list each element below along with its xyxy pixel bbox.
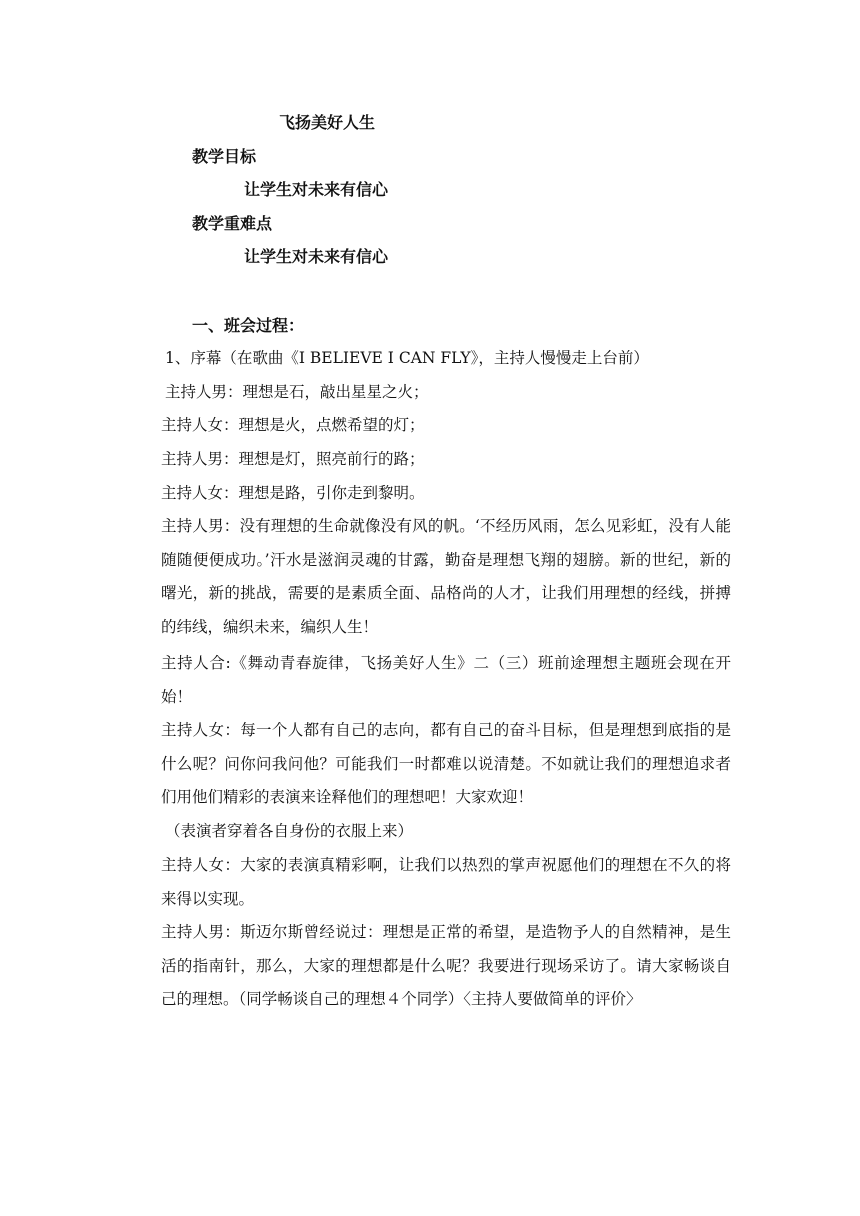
key-difficulty-heading: 教学重难点 [192, 214, 273, 233]
document-title: 飞扬美好人生 [279, 113, 376, 132]
dialogue-line: 主持人女：理想是火，点燃希望的灯； [161, 416, 425, 434]
stage-direction-line: （表演者穿着各自身份的衣服上来） [165, 822, 414, 840]
dialogue-paragraph: 主持人女：大家的表演真精彩啊，让我们以热烈的掌声祝愿他们的理想在不久的将来得以实现。 [161, 856, 731, 908]
teaching-goal-heading: 教学目标 [192, 147, 257, 166]
dialogue-line: 主持人男：理想是石，敲出星星之火； [165, 383, 429, 401]
dialogue-line: 主持人男：理想是灯，照亮前行的路； [161, 450, 425, 468]
dialogue-paragraph: 主持人男：没有理想的生命就像没有风的帆。‘不经历风雨，怎么见彩虹，没有人能随随便便成功。’汗水是滋润灵魂的甘露，勤奋是理想飞翔的翅膀。新的世纪，新的曙光，新的挑战，需要的是素质全面、品格尚的人才，让我们用理想的经线，拼搏的纬线，编织未来，编织人生！ [161, 517, 731, 636]
key-difficulty-text: 让学生对未来有信心 [244, 247, 389, 266]
dialogue-paragraph: 主持人男：斯迈尔斯曾经说过：理想是正常的希望，是造物予人的自然精神，是生活的指南针，那么，大家的理想都是什么呢？我要进行现场采访了。请大家畅谈自己的理想。（同学畅谈自己的理想４个同学）〈主持人要做简单的评价〉 [161, 923, 731, 1008]
dialogue-line: 主持人女：理想是路，引你走到黎明。 [161, 484, 425, 502]
teaching-goal-text: 让学生对未来有信心 [244, 180, 389, 199]
dialogue-paragraph: 主持人合:《舞动青春旋律，飞扬美好人生》二（三）班前途理想主题班会现在开始！ [161, 654, 731, 706]
prelude-line: 1、序幕（在歌曲《I BELIEVE I CAN FLY》，主持人慢慢走上台前） [165, 349, 649, 367]
class-process-heading: 一、班会过程： [192, 316, 305, 335]
dialogue-paragraph: 主持人女：每一个人都有自己的志向，都有自己的奋斗目标，但是理想到底指的是什么呢？问你问我问他？可能我们一时都难以说清楚。不如就让我们的理想追求者们用他们精彩的表演来诠释他们的理想吧！大家欢迎！ [161, 721, 731, 806]
